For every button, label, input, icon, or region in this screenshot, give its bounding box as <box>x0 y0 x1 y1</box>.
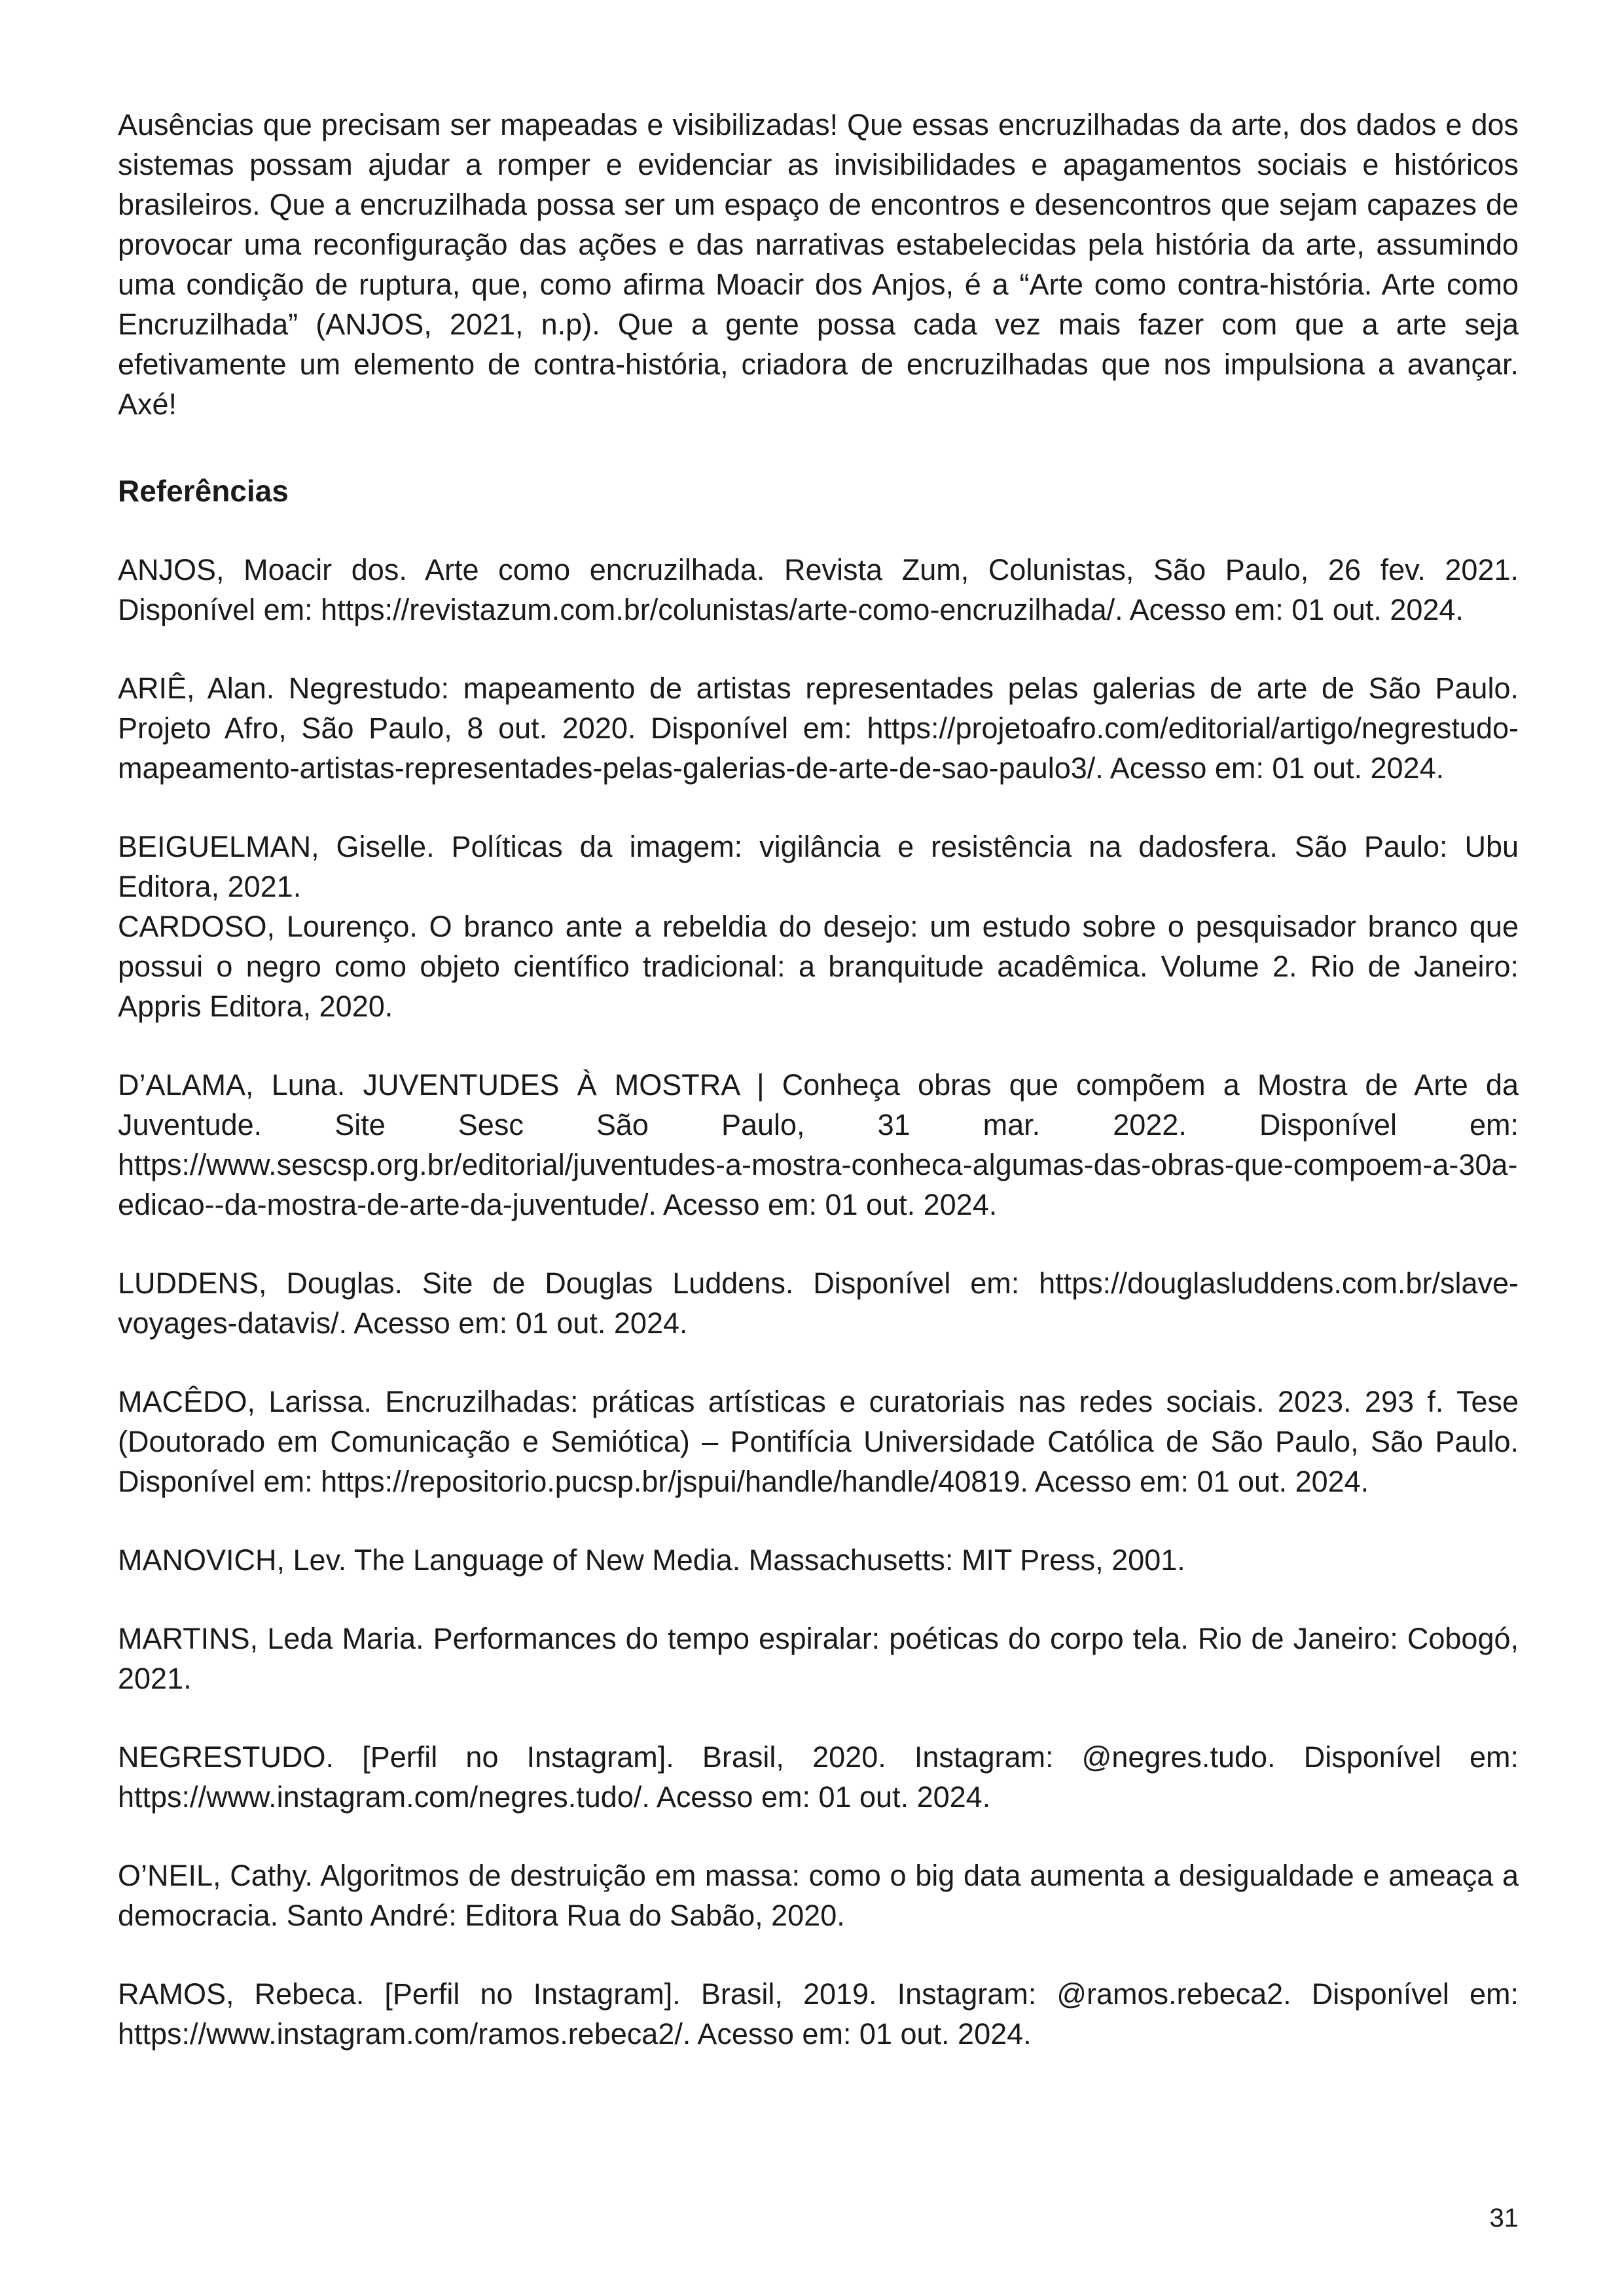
reference-item: ARIÊ, Alan. Negrestudo: mapeamento de artistas representades pelas galerias de arte de São Paulo. Projeto Afro, São Paulo, 8 out. 2020. Disponível em: https://projetoafro.com/editorial/artigo/negrestudo-mapeamento-artistas-representades-pelas-galerias-de-arte-de-sao-paulo3/. Acesso em: 01 out. 2024. <box>118 672 1519 785</box>
reference-item: MACÊDO, Larissa. Encruzilhadas: práticas artísticas e curatoriais nas redes sociais. 2023. 293 f. Tese (Doutorado em Comunicação e Semiótica) – Pontifícia Universidade Católica de São Paulo, São Paulo. Disponível em: https://repositorio.pucsp.br/jspui/handle/handle/40819. Acesso em: 01 out. 2024. <box>118 1385 1519 1498</box>
reference-item: ANJOS, Moacir dos. Arte como encruzilhada. Revista Zum, Colunistas, São Paulo, 26 fev. 2021. Disponível em: https://revistazum.com.br/colunistas/arte-como-encruzilhada/. Acesso em: 01 out. 2024. <box>118 553 1519 626</box>
reference-item: RAMOS, Rebeca. [Perfil no Instagram]. Brasil, 2019. Instagram: @ramos.rebeca2. Disponível em: https://www.instagram.com/ramos.rebeca2/. Acesso em: 01 out. 2024. <box>118 1977 1519 2051</box>
intro-paragraph: Ausências que precisam ser mapeadas e visibilizadas! Que essas encruzilhadas da arte, dos dados e dos sistemas possam ajudar a romper e evidenciar as invisibilidades e apagamentos sociais e históricos brasileiros. Que a encruzilhada possa ser um espaço de encontros e desencontros que sejam capazes de provocar uma reconfiguração das ações e das narrativas estabelecidas pela história da arte, assumindo uma condição de ruptura, que, como afirma Moacir dos Anjos, é a “Arte como contra-história. Arte como Encruzilhada” (ANJOS, 2021, n.p). Que a gente possa cada vez mais fazer com que a arte seja efetivamente um elemento de contra-história, criadora de encruzilhadas que nos impulsiona a avançar. Axé! <box>118 108 1519 421</box>
reference-item: D’ALAMA, Luna. JUVENTUDES À MOSTRA | Conheça obras que compõem a Mostra de Arte da Juventude. Site Sesc São Paulo, 31 mar. 2022. Disponível em: https://www.sescsp.org.br/editorial/juventudes-a-mostra-conheca-algumas-das-obras-que-compoem-a-30a-edicao--da-mostra-de-arte-da-juventude/. Acesso em: 01 out. 2024. <box>118 1068 1519 1221</box>
reference-item: O’NEIL, Cathy. Algoritmos de destruição em massa: como o big data aumenta a desigualdade e ameaça a democracia. Santo André: Editora Rua do Sabão, 2020. <box>118 1859 1519 1932</box>
page-number: 31 <box>1489 2204 1519 2233</box>
references-list <box>118 550 1519 2054</box>
document-page <box>118 105 1519 2092</box>
reference-item: MARTINS, Leda Maria. Performances do tempo espiralar: poéticas do corpo tela. Rio de Janeiro: Cobogó, 2021. <box>118 1622 1519 1695</box>
reference-item: NEGRESTUDO. [Perfil no Instagram]. Brasil, 2020. Instagram: @negres.tudo. Disponível em: https://www.instagram.com/negres.tudo/. Acesso em: 01 out. 2024. <box>118 1740 1519 1814</box>
reference-item: MANOVICH, Lev. The Language of New Media. Massachusetts: MIT Press, 2001. <box>118 1543 1185 1577</box>
references-heading: Referências <box>118 474 289 508</box>
reference-item: BEIGUELMAN, Giselle. Políticas da imagem: vigilância e resistência na dadosfera. São Paulo: Ubu Editora, 2021. <box>118 830 1519 903</box>
reference-item: CARDOSO, Lourenço. O branco ante a rebeldia do desejo: um estudo sobre o pesquisador branco que possui o negro como objeto científico tradicional: a branquitude acadêmica. Volume 2. Rio de Janeiro: Appris Editora, 2020. <box>118 910 1519 1023</box>
reference-item: LUDDENS, Douglas. Site de Douglas Luddens. Disponível em: https://douglasluddens.com.br/slave-voyages-datavis/. Acesso em: 01 out. 2024. <box>118 1266 1519 1340</box>
